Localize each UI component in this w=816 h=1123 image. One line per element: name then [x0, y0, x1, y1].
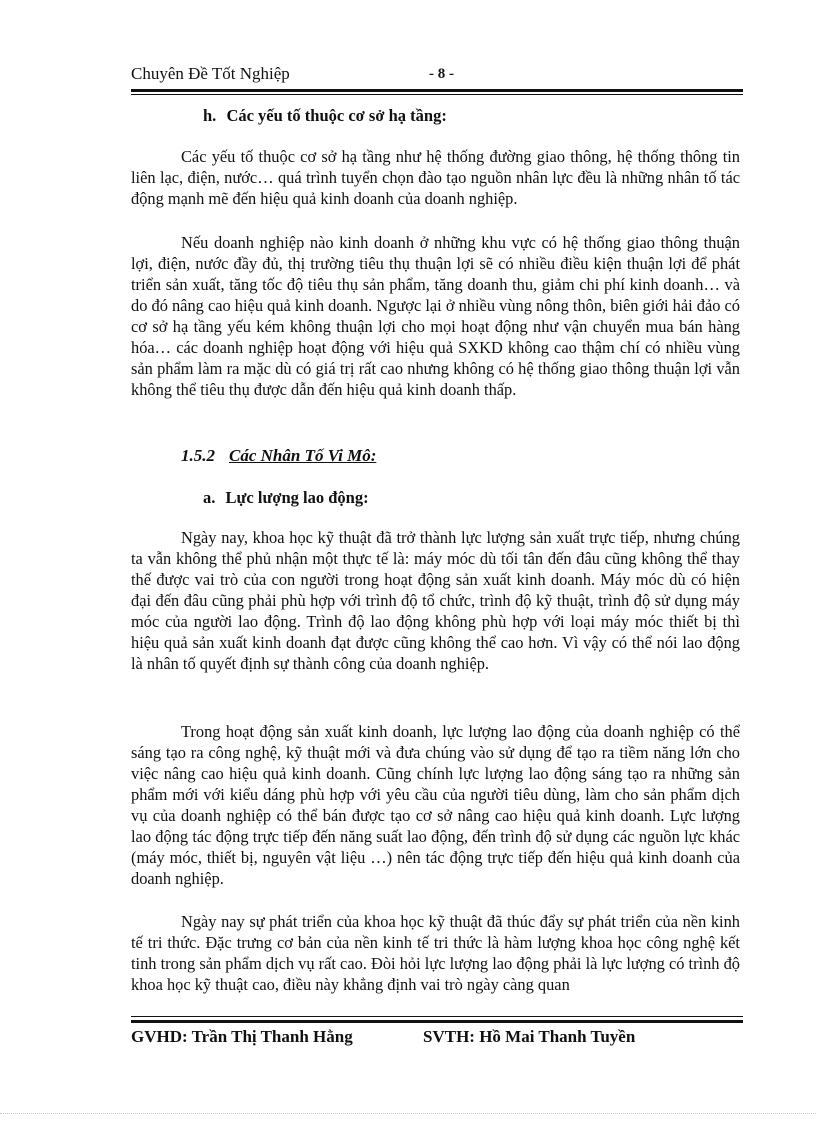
section-a-heading	[203, 488, 369, 508]
page-bottom-border	[0, 1113, 816, 1114]
page-number: - 8 -	[429, 66, 454, 82]
section-major-number: 1.5.2	[181, 446, 215, 465]
header-title: Chuyên Đề Tốt Nghiệp	[131, 64, 290, 83]
footer-advisor: GVHD: Trần Thị Thanh Hằng	[131, 1027, 353, 1046]
section-a-title: Lực lượng lao động:	[225, 488, 369, 507]
section-a-label: a.	[203, 488, 216, 507]
section-h-label: h.	[203, 106, 217, 125]
paragraph: Trong hoạt động sản xuất kinh doanh, lực lượng lao động của doanh nghiệp có thể sáng tạo ra công nghệ, kỹ thuật mới và đưa chúng vào sử dụng để tạo ra tiềm năng lớn cho việc nâng cao hiệu quả kinh doanh. Cũng chính lực lượng lao động sáng tạo ra những sản phẩm mới với kiểu dáng phù hợp với yêu cầu của người tiêu dùng, làm cho sản phẩm dịch vụ của doanh nghiệp có thể bán được tạo cơ sở nâng cao hiệu quả kinh doanh. Lực lượng lao động tác động trực tiếp đến năng suất lao động, đến trình độ sử dụng các nguồn lực khác (máy móc, thiết bị, nguyên vật liệu …) nên tác động trực tiếp đến hiệu quả kinh doanh của doanh nghiệp.	[131, 722, 740, 888]
paragraph: Ngày nay, khoa học kỹ thuật đã trở thành lực lượng sản xuất trực tiếp, nhưng chúng ta vẫn không thể phủ nhận một thực tế là: máy móc dù tối tân đến đâu cũng không thể thay thế được vai trò của con người trong hoạt động sản xuất kinh doanh. Máy móc dù có hiện đại đến đâu cũng phải phù hợp với trình độ tổ chức, trình độ kỹ thuật, trình độ sử dụng máy móc của người lao động. Trình độ lao động không phù hợp với loại máy móc thiết bị thì hiệu quả sản xuất kinh doanh đạt được cũng không thể cao hơn. Vì vậy có thể nói lao động là nhân tố quyết định sự thành công của doanh nghiệp.	[131, 528, 740, 673]
page-header	[131, 62, 743, 92]
paragraph: Ngày nay sự phát triển của khoa học kỹ thuật đã thúc đẩy sự phát triển của nền kinh tế tri thức. Đặc trưng cơ bản của nền kinh tế tri thức là hàm lượng khoa học công nghệ kết tinh trong sản phẩm dịch vụ rất cao. Đòi hỏi lực lượng lao động phải là lực lượng có trình độ khoa học kỹ thuật cao, điều này khẳng định vai trò ngày càng quan	[131, 912, 740, 994]
header-rule-thick	[131, 89, 743, 92]
section-major-title: Các Nhân Tố Vi Mô:	[229, 446, 377, 465]
header-rule-thin	[131, 94, 743, 95]
footer-rule-thin	[131, 1016, 743, 1017]
footer-student: SVTH: Hồ Mai Thanh Tuyền	[423, 1027, 636, 1046]
paragraph: Các yếu tố thuộc cơ sở hạ tầng như hệ thống đường giao thông, hệ thống thông tin liên lạc, điện, nước… quá trình tuyển chọn đào tạo nguồn nhân lực đều là những nhân tố tác động mạnh mẽ đến hiệu quả kinh doanh của doanh nghiệp.	[131, 147, 740, 208]
section-h-heading	[203, 106, 447, 126]
footer-rule-thick	[131, 1020, 743, 1023]
paragraph: Nếu doanh nghiệp nào kinh doanh ở những khu vực có hệ thống giao thông thuận lợi, điện, nước đầy đủ, thị trường tiêu thụ thuận lợi sẽ có nhiều điều kiện thuận lợi để phát triển sản xuất, tăng tốc độ tiêu thụ sản phẩm, tăng doanh thu, giảm chi phí kinh doanh… và do đó nâng cao hiệu quả kinh doanh. Ngược lại ở nhiều vùng nông thôn, biên giới hải đảo có cơ sở hạ tầng yếu kém không thuận lợi cho mọi hoạt động như vận chuyển mua bán hàng hóa… các doanh nghiệp hoạt động với hiệu quả SXKD không cao thậm chí có nhiều vùng sản phẩm làm ra mặc dù có giá trị rất cao nhưng không có hệ thống giao thông thuận lợi vẫn không thể tiêu thụ được dẫn đến hiệu quả kinh doanh thấp.	[131, 233, 740, 399]
section-major-heading	[181, 446, 376, 466]
section-h-title: Các yếu tố thuộc cơ sở hạ tầng:	[226, 106, 447, 125]
page-footer	[131, 1027, 743, 1053]
